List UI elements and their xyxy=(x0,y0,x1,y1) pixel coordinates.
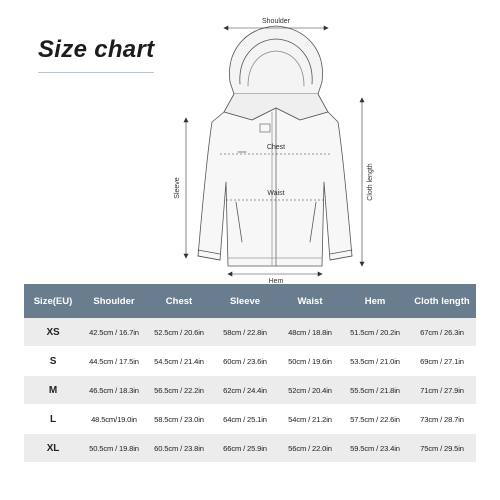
cloth-length-label: Cloth length xyxy=(367,163,374,201)
table-cell: 48.5cm/19.0in xyxy=(91,414,137,424)
chest-label: Chest xyxy=(266,144,286,151)
title-underline xyxy=(38,72,154,73)
header-shoulder: Shoulder xyxy=(93,295,135,307)
table-row xyxy=(24,434,476,463)
header-sleeve: Sleeve xyxy=(229,295,261,307)
table-cell: 66cm / 25.9in xyxy=(223,443,267,453)
table-cell: 44.5cm / 17.5in xyxy=(89,356,139,366)
table-cell: 50cm / 19.6in xyxy=(288,356,332,366)
header-size: Size(EU) xyxy=(33,295,73,307)
table-row xyxy=(24,347,476,376)
table-cell: 52.5cm / 20.6in xyxy=(154,327,204,337)
table-cell: 58cm / 22.8in xyxy=(223,327,267,337)
size-cell: XL xyxy=(46,442,60,454)
table-cell: 64cm / 25.1in xyxy=(223,414,267,424)
shoulder-label: Shoulder xyxy=(261,18,291,25)
header-waist: Waist xyxy=(297,295,323,307)
table-cell: 73cm / 28.7in xyxy=(420,414,464,424)
size-table xyxy=(24,284,476,463)
page-title: Size chart xyxy=(38,36,155,63)
table-cell: 50.5cm / 19.8in xyxy=(89,443,139,453)
table-cell: 60cm / 23.6in xyxy=(223,356,267,366)
table-cell: 48cm / 18.8in xyxy=(288,327,332,337)
table-row xyxy=(24,318,476,347)
header-hem: Hem xyxy=(364,295,386,307)
table-cell: 60.5cm / 23.8in xyxy=(154,443,204,453)
table-row xyxy=(24,405,476,434)
size-cell: L xyxy=(50,413,56,425)
table-cell: 53.5cm / 21.0in xyxy=(350,356,400,366)
size-cell: S xyxy=(49,355,57,367)
table-cell: 59.5cm / 23.4in xyxy=(350,443,400,453)
table-cell: 56cm / 22.0in xyxy=(288,443,332,453)
waist-label: Waist xyxy=(267,190,285,197)
table-cell: 46.5cm / 18.3in xyxy=(89,385,139,395)
table-cell: 62cm / 24.4in xyxy=(223,385,267,395)
size-cell: XS xyxy=(46,326,60,338)
table-cell: 42.5cm / 16.7in xyxy=(89,327,139,337)
table-cell: 75cm / 29.5in xyxy=(420,443,464,453)
table-cell: 58.5cm / 23.0in xyxy=(154,414,204,424)
table-cell: 54cm / 21.2in xyxy=(288,414,332,424)
header-cloth-length: Cloth length xyxy=(414,295,470,307)
jacket-illustration xyxy=(168,12,380,285)
table-cell: 55.5cm / 21.8in xyxy=(350,385,400,395)
size-cell: M xyxy=(48,384,58,396)
table-header-row xyxy=(24,284,476,318)
sleeve-label: Sleeve xyxy=(174,177,181,199)
table-cell: 56.5cm / 22.2in xyxy=(154,385,204,395)
table-cell: 52cm / 20.4in xyxy=(288,385,332,395)
table-cell: 57.5cm / 22.6in xyxy=(350,414,400,424)
table-cell: 54.5cm / 21.4in xyxy=(154,356,204,366)
table-cell: 67cm / 26.3in xyxy=(420,327,464,337)
header-chest: Chest xyxy=(165,295,193,307)
table-cell: 69cm / 27.1in xyxy=(420,356,464,366)
table-row xyxy=(24,376,476,405)
hem-label: Hem xyxy=(268,278,284,285)
table-cell: 71cm / 27.9in xyxy=(420,385,464,395)
table-cell: 51.5cm / 20.2in xyxy=(350,327,400,337)
